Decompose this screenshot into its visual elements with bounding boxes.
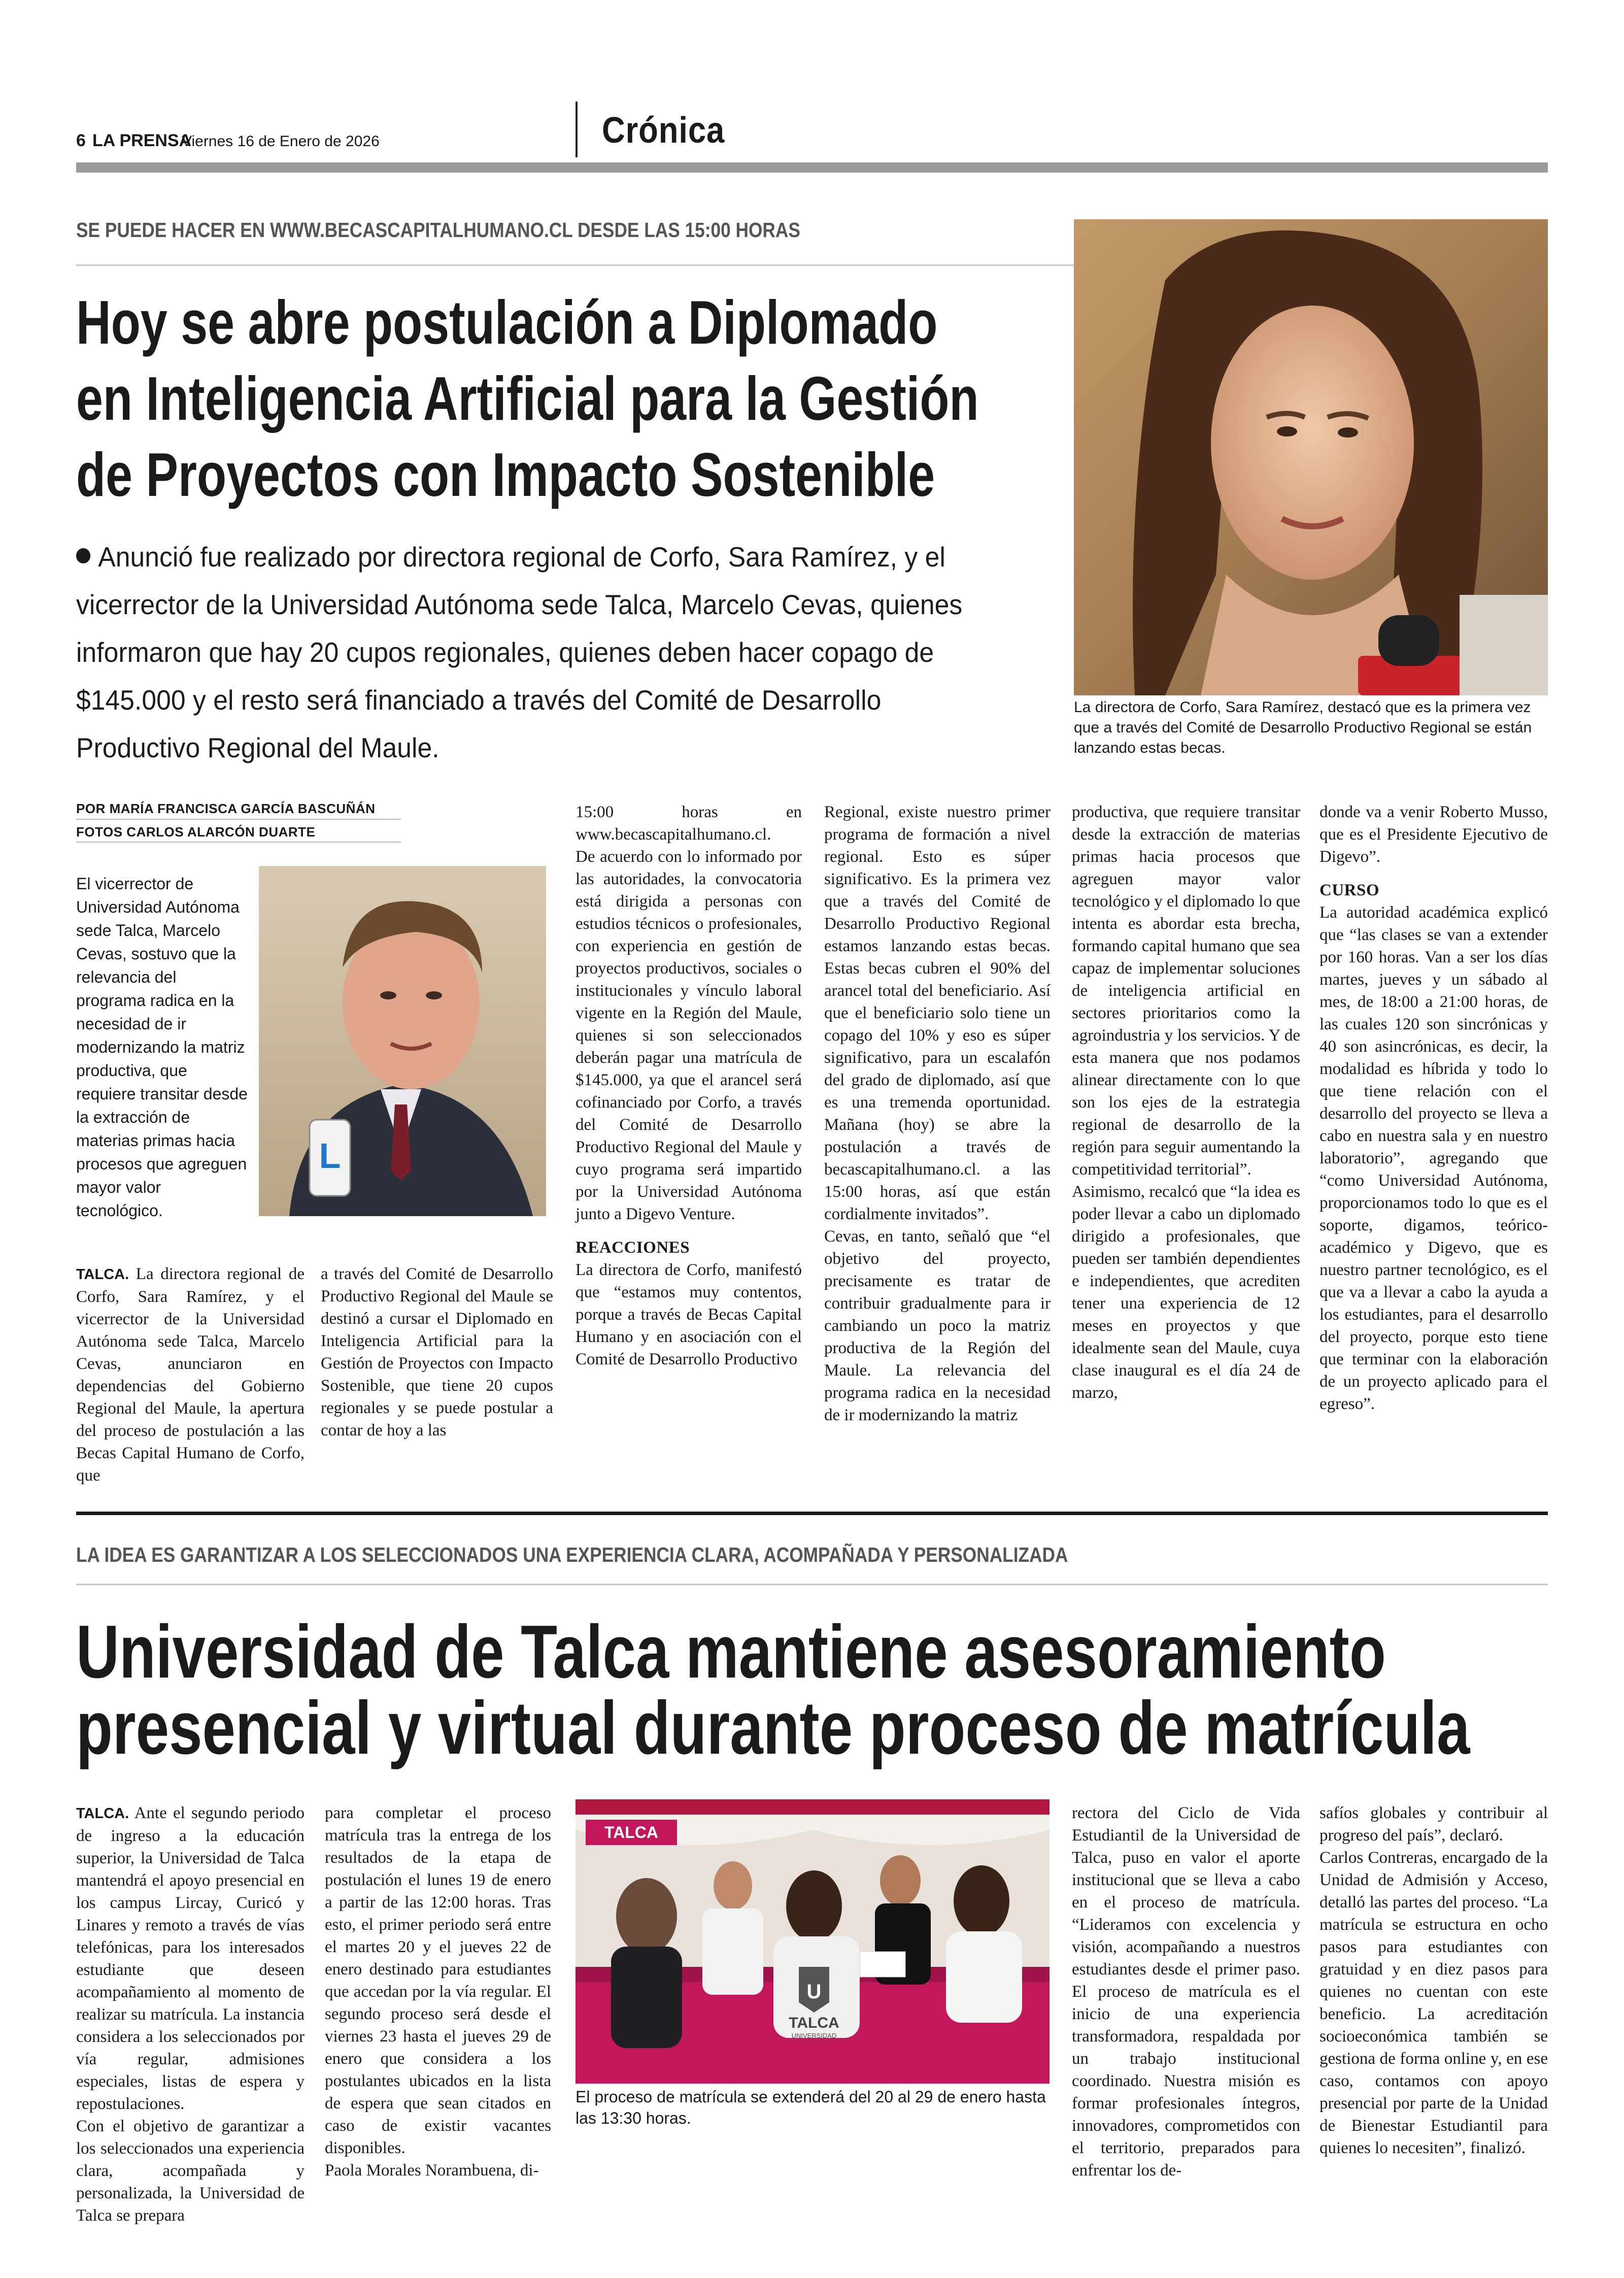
paragraph: Carlos Contreras, encargado de la Unidad de Admisión y Acceso, detalló las partes del proceso. “La matrícula se estructura en ocho pasos para estudiantes con gratuidad y en diez pasos para quienes no cuentan con este beneficio. La acreditación socioeconómica también se gestiona de forma online y, en ese caso, contamos con apoyo presencial por parte de la Unidad de Bienestar Estudiantil para quienes lo necesiten”, finalizó.	[1319, 1849, 1548, 2157]
tent-logo-name: TALCA	[789, 2015, 839, 2031]
paragraph: La directora de Corfo, manifestó que “estamos muy contentos, porque a través de Becas Capital Humano y en asociación con el Comité de Desarrollo Productivo	[576, 1261, 802, 1368]
photo-sara-ramirez	[1074, 219, 1548, 695]
article1-column-2	[576, 801, 802, 1370]
paragraph: Paola Morales Norambuena, di-	[325, 2161, 539, 2180]
article1-lead	[76, 533, 983, 772]
paragraph: safíos globales y contribuir al progreso del país”, declaró.	[1319, 1804, 1548, 1845]
tent-logo-sub: UNIVERSIDAD	[791, 2032, 837, 2039]
article1-column-5	[1319, 801, 1548, 1415]
photo-marcelo-cevas	[259, 866, 546, 1216]
paragraph: donde va a venir Roberto Musso, que es el Presidente Ejecutivo de Digevo”.	[1319, 803, 1548, 866]
article2-column-5	[1319, 1802, 1548, 2159]
article2-kicker: LA IDEA ES GARANTIZAR A LOS SELECCIONADOS UNA EXPERIENCIA CLARA, ACOMPAÑADA Y PERSONALIZADA	[76, 1543, 1068, 1566]
article1-headline: Hoy se abre postulación a Diplomado en Inteligencia Artificial para la Gestión de Proyectos con Impacto Sostenible	[76, 288, 979, 509]
issue-date: Viernes 16 de Enero de 2026	[182, 133, 380, 150]
talca-photo-caption: El proceso de matrícula se extenderá del 20 al 29 de enero hasta las 13:30 horas.	[576, 2088, 1046, 2127]
article1-kicker: SE PUEDE HACER EN WWW.BECASCAPITALHUMANO.CL DESDE LAS 15:00 HORAS	[76, 218, 800, 242]
paragraph: Ante el segundo periodo de ingreso a la educación superior, la Universidad de Talca mantendrá el apoyo presencial en los campus Lircay, Curicó y Linares y remoto a través de vías telefónicas, para los interesados estudiante que deseen acompañamiento al momento de realizar su matrícula. La instancia considera a los seleccionados por vía regular, admisiones especiales, listas de espera y repostulaciones.	[76, 1804, 304, 2113]
article1-column-1b	[321, 1263, 553, 1442]
header-rule	[76, 162, 1548, 173]
paragraph: rectora del Ciclo de Vida Estudiantil de la Universidad de Talca, puso en valor el aporte institucional que se lleva a cabo en el proceso de matrícula. “Lideramos con excelencia y visión, acompañando a nuestros estudiantes desde el primer paso. El proceso de matrícula es el inicio de una experiencia transformadora, respaldada por un trabajo institucional coordinado. Nuestra misión es formar profesionales íntegros, innovadores, comprometidos con el territorio, preparados para enfrentar los de-	[1072, 1804, 1300, 2180]
sara-photo-caption: La directora de Corfo, Sara Ramírez, destacó que es la primera vez que a través del Comité de Desarrollo Productivo Regional se están lanzando estas becas.	[1074, 699, 1532, 756]
dateline: TALCA.	[76, 1805, 129, 1822]
header-separator	[576, 102, 578, 157]
paragraph: Asimismo, recalcó que “la idea es poder llevar a cabo un diplomado dirigido a profesionales, que pueden ser también dependientes e independientes, que acrediten tener una experiencia de 12 meses en proyectos y que idealmente sean del Maule, cuya clase inaugural es el día 24 de marzo,	[1072, 1183, 1300, 1402]
paragraph: productiva, que requiere transitar desde la extracción de materias primas hacia procesos que agreguen mayor valor tecnológico y el diplomado lo que intenta es abordar esta brecha, formando capital humano que sea capaz de implementar soluciones de inteligencia artificial en sectores prioritarios como la agroindustria y los servicios. Y de esta manera que nos podamos alinear directamente con lo que son los ejes de la estrategia regional de desarrollo de la región para seguir aumentando la competitividad territorial”.	[1072, 803, 1300, 1179]
tent-logo-top: U	[806, 1981, 822, 2003]
page-number: 6	[76, 131, 86, 150]
article2-column-2	[325, 1802, 551, 2182]
subhead-curso: CURSO	[1319, 881, 1380, 899]
article2-column-4	[1072, 1802, 1300, 2182]
marcelo-photo-caption: El vicerrector de Universidad Autónoma sede Talca, Marcelo Cevas, sostuvo que la relevancia del programa radica en la necesidad de ir modernizando la matriz productiva, que requiere transitar desde la extracción de materias primas hacia procesos que agreguen mayor valor tecnológico.	[76, 875, 248, 1220]
article1-column-1a	[76, 1263, 304, 1487]
paragraph: Con el objetivo de garantizar a los seleccionados una experiencia clara, acompañada y personalizada, la Universidad de Talca se prepara	[76, 2117, 304, 2225]
byline-photos: FOTOS CARLOS ALARCÓN DUARTE	[76, 824, 316, 840]
article1-lead-text: Anunció fue realizado por directora regional de Corfo, Sara Ramírez, y el vicerrector de la Universidad Autónoma sede Talca, Marcelo Cevas, quienes informaron que hay 20 cupos regionales, quienes deben hacer copago de $145.000 y el resto será financiado a través del Comité de Desarrollo Productivo Regional del Maule.	[76, 541, 963, 763]
paragraph: 15:00 horas en www.becascapitalhumano.cl.	[576, 803, 802, 844]
byline-rule	[76, 819, 401, 820]
paragraph: La directora regional de Corfo, Sara Ramírez, y el vicerrector de la Universidad Autónoma sede Talca, Marcelo Cevas, anunciaron en dependencias del Gobierno Regional del Maule, la apertura del proceso de postulación a las Becas Capital Humano de Corfo, que	[76, 1265, 304, 1485]
paragraph: De acuerdo con lo informado por las autoridades, la convocatoria está dirigida a personas con estudios técnicos o profesionales, con experiencia en gestión de proyectos productivos, sociales o institucionales y vínculo laboral vigente en la Región del Maule, quienes si son seleccionados deberán pagar una matrícula de $145.000, ya que el arancel será cofinanciado por Corfo, a través del Comité de Desarrollo Productivo Regional del Maule y cuyo programa será impartido por la Universidad Autónoma junto a Digevo Venture.	[576, 848, 802, 1223]
svg-text:L: L	[319, 1136, 341, 1176]
paragraph: Regional, existe nuestro primer programa de formación a nivel regional. Esto es súper significativo. Es la primera vez que a través del Comité de Desarrollo Productivo Regional estamos lanzando estas becas. Estas becas cubren el 90% del arancel total del beneficiario. Así que el beneficiario solo tiene un copago del 10% y eso es súper significativo, para un escalafón del grado de diplomado, así que es una tremenda oportunidad. Mañana (hoy) se abre la postulación a través de becascapitalhumano.cl. a las 15:00 horas, así que están cordialmente invitados”.	[824, 803, 1051, 1223]
byline-rule	[76, 842, 401, 843]
article2-headline: Universidad de Talca mantiene asesoramiento presencial y virtual durante proceso de matrícula	[76, 1610, 1470, 1770]
paragraph: Cevas, en tanto, señaló que “el objetivo del proyecto, precisamente es tratar de contribuir gradualmente para ir cambiando un poco la matriz productiva de la Región del Maule. La relevancia del programa radica en la necesidad de ir modernizando la matriz	[824, 1227, 1051, 1424]
article1-column-4	[1072, 801, 1300, 1404]
article1-column-3	[824, 801, 1051, 1426]
photo-matricula	[576, 1799, 1050, 2129]
article2-column-1	[76, 1802, 304, 2227]
subhead-reacciones: REACCIONES	[576, 1238, 690, 1257]
paragraph: para completar el proceso matrícula tras la entrega de los resultados de la etapa de postulación el lunes 19 de enero a partir de las 12:00 horas. Tras esto, el primer periodo será entre el martes 20 y el jueves 22 de enero destinado para estudiantes que accedan por la vía regular. El segundo proceso será desde el viernes 23 hasta el jueves 29 de enero que considera a los postulantes ubicados en la lista de espera que sean citados en caso de existir vacantes disponibles.	[325, 1804, 551, 2157]
article-divider	[76, 1512, 1548, 1515]
banner-text: TALCA	[604, 1823, 659, 1841]
dateline: TALCA.	[76, 1266, 129, 1283]
paragraph: a través del Comité de Desarrollo Productivo Regional del Maule se destinó a cursar el Diplomado en Inteligencia Artificial para la Gestión de Proyectos con Impacto Sostenible, que tiene 20 cupos regionales y se puede postular a contar de hoy a las	[321, 1265, 553, 1439]
publication-name: LA PRENSA	[92, 131, 192, 150]
byline-author: POR MARÍA FRANCISCA GARCÍA BASCUÑÁN	[76, 801, 376, 816]
kicker-rule	[76, 1584, 1548, 1585]
kicker-rule	[76, 264, 1091, 266]
bullet-icon	[76, 548, 90, 563]
paragraph: La autoridad académica explicó que “las clases se van a extender por 160 horas. Van a ser los días martes, jueves y un sábado al mes, de 18:00 a 21:00 horas, de las cuales 120 son sincrónicas y 40 son asincrónicas, es decir, la modalidad es híbrida y todo lo que tiene relación con el desarrollo del proyecto se lleva a cabo en nuestra sala y en nuestro laboratorio”, agregando que “como Universidad Autónoma, proporcionamos todo lo que es el soporte, digamos, teórico-académico y Digevo, que es nuestro partner tecnológico, es el que va a llevar a cabo la ayuda a los estudiantes, para el desarrollo del proyecto, porque esto tiene que terminar con la elaboración de un proyecto aplicado para el egreso”.	[1319, 903, 1548, 1413]
section-title: Crónica	[602, 110, 725, 151]
